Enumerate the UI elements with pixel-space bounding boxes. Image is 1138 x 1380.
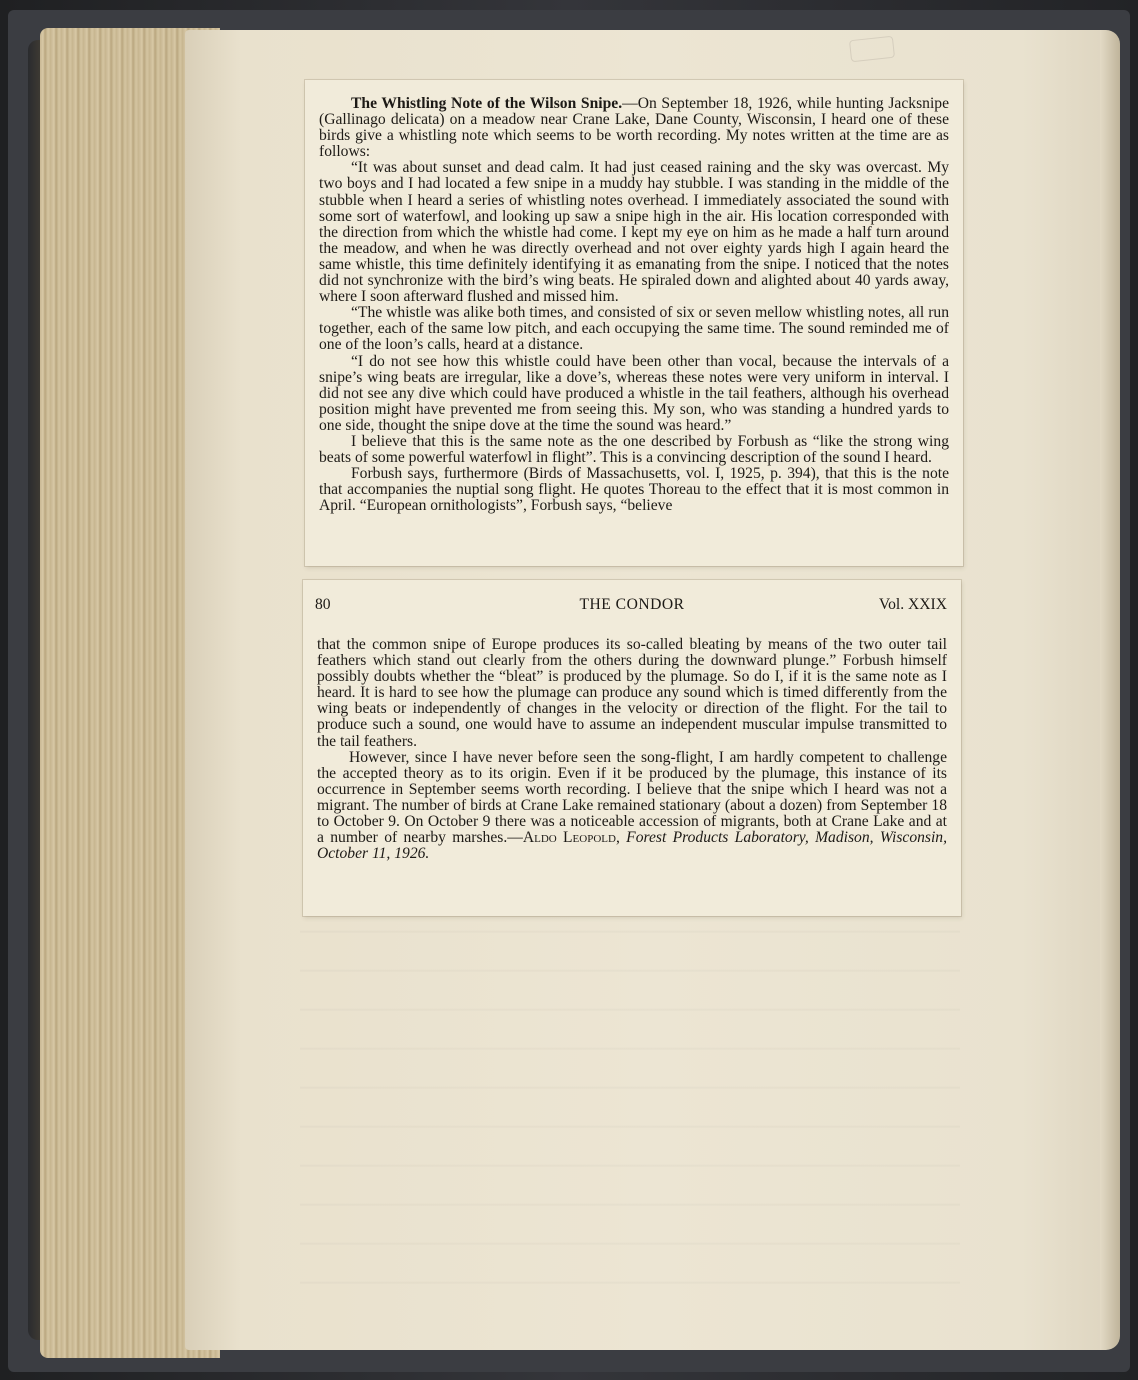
article-body-bottom	[317, 637, 947, 862]
article-paragraph: However, since I have never before seen the song-flight, I am hardly competent to challenge the accepted theory as to its origin. Even if it be produced by the plumage, this instance of its occurrence in September seems worth recording. I believe that the snipe which I heard was not a migrant. The number of birds at Crane Lake remained stationary (about a dozen) from September 18 to October 9. On October 9 there was a noticeable accession of migrants, both at Crane Lake and at a number of nearby marshes.—Aldo Leopold, Forest Products Laboratory, Madison, Wisconsin, October 11, 1926.	[317, 748, 948, 863]
bleed-through-handwriting	[300, 920, 960, 1320]
running-header	[315, 597, 949, 617]
article-clipping-bottom	[303, 580, 961, 916]
article-paragraph: The Whistling Note of the Wilson Snipe.—On September 18, 1926, while hunting Jacksnipe (Gallinago delicata) on a meadow near Crane Lake, Dane County, Wisconsin, I heard one of these birds give a whistling note which seems to be worth recording. My notes written at the time are as follows:	[319, 95, 949, 161]
article-clipping-top	[305, 80, 963, 566]
article-paragraph: “The whistle was alike both times, and consisted of six or seven mellow whistling notes, all run together, each of the same low pitch, and each occupying the same time. The sound reminded me of one of the loon’s calls, heard at a distance.	[319, 304, 949, 354]
author-affiliation: Forest Products Laboratory, Madison, Wisconsin, October 11, 1926.	[317, 829, 948, 863]
volume-number: Vol. XXIX	[878, 596, 947, 613]
page-fold	[1100, 30, 1120, 1350]
corner-stamp	[849, 36, 895, 62]
journal-title: THE CONDOR	[579, 596, 685, 613]
page-number: 80	[315, 596, 331, 613]
article-paragraph: I believe that this is the same note as the one described by Forbush as “like the strong wing beats of some powerful waterfowl in flight”. This is a convincing description of the sound I heard.	[319, 432, 949, 467]
article-title: The Whistling Note of the Wilson Snipe.	[351, 95, 623, 112]
article-paragraph: “It was about sunset and dead calm. It had just ceased raining and the sky was overcast. My two boys and I had located a few snipe in a muddy hay stubble. I was standing in the middle of the stubble when I heard a series of whistling notes overhead. I immediately associated the sound with some sort of waterfowl, and looking up saw a snipe high in the air. His location corresponded with the direction from which the whistle had come. I kept my eye on him as he made a half turn around the meadow, and when he was directly overhead and not over eighty yards high I again heard the same whistle, this time definitely identifying it as emanating from the snipe. I noticed that the notes did not synchronize with the bird’s wing beats. He spiraled down and alighted about 40 yards away, where I soon afterward flushed and missed him.	[319, 159, 949, 306]
article-body-top	[319, 96, 949, 514]
article-paragraph: “I do not see how this whistle could have been other than vocal, because the intervals of a snipe’s wing beats are irregular, like a dove’s, whereas these notes were very uniform in interval. I did not see any dive which could have produced a whistle in the tail feathers, although his overhead position might have prevented me from seeing this. My son, who was standing a hundred yards to one side, thought the snipe dove at the time the sound was heard.”	[319, 352, 949, 434]
article-paragraph: Forbush says, furthermore (Birds of Massachusetts, vol. I, 1925, p. 394), that this is the note that accompanies the nuptial song flight. He quotes Thoreau to the effect that it is most common in April. “European ornithologists”, Forbush says, “believe	[319, 465, 949, 515]
article-paragraph: that the common snipe of Europe produces its so-called bleating by means of the two outer tail feathers which stand out clearly from the others during the downward plunge.” Forbush himself possibly doubts whether the “bleat” is produced by the plumage. So do I, if it is the same note as I heard. It is hard to see how the plumage can produce any sound which is timed differently from the wing beats or independently of changes in the velocity or direction of the flight. For the tail to produce such a sound, one would have to assume an independent muscular impulse transmitted to the tail feathers.	[317, 636, 947, 750]
author-name: —Aldo Leopold,	[507, 829, 620, 847]
